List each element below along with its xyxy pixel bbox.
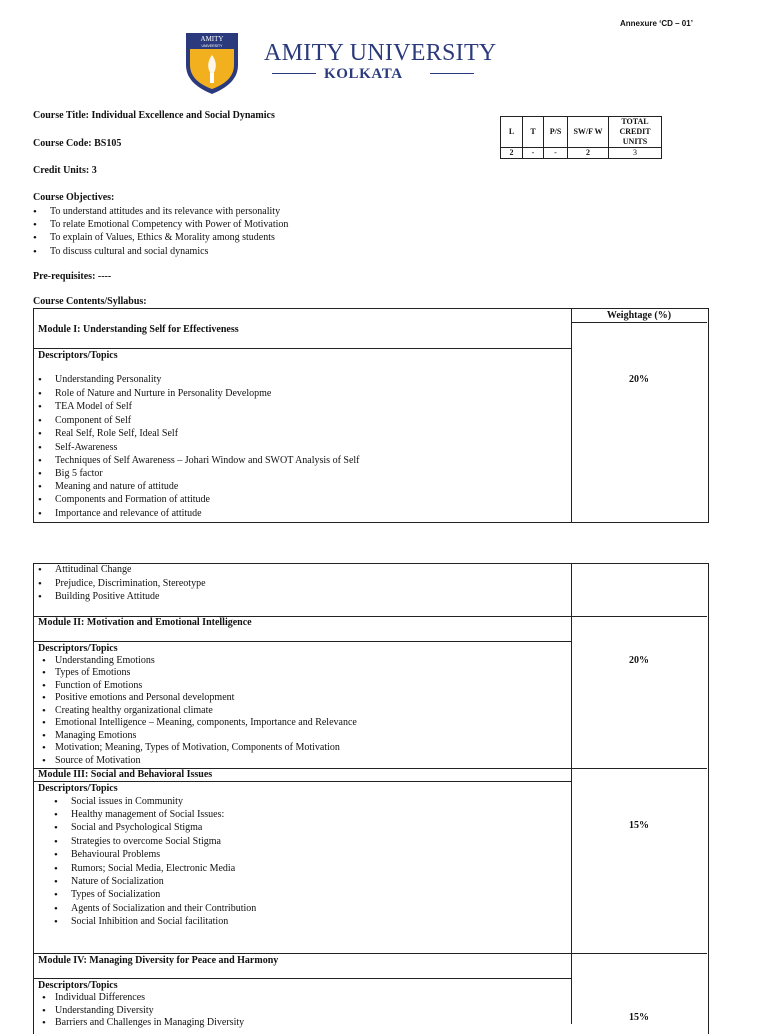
credit-header-ps: P/S: [544, 117, 568, 148]
module3-topic: • Strategies to overcome Social Stigma: [71, 836, 221, 847]
credit-header-t: T: [523, 117, 544, 148]
credit-table: [500, 116, 662, 159]
course-code: Course Code: BS105: [33, 138, 122, 149]
objective-item: • To understand attitudes and its relevance with personality: [50, 206, 280, 217]
table-divider: [33, 953, 707, 954]
campus-banner: [270, 66, 478, 82]
objective-item: • To discuss cultural and social dynamics: [50, 246, 208, 257]
credit-table-header-row: [501, 117, 662, 148]
module1-topic: • Meaning and nature of attitude: [55, 481, 178, 492]
credit-units: Credit Units: 3: [33, 165, 97, 176]
module2-topic: • Source of Motivation: [55, 755, 141, 766]
module4-title: Module IV: Managing Diversity for Peace and Harmony: [38, 955, 279, 966]
module2-descriptors-label: Descriptors/Topics: [38, 643, 118, 654]
credit-header-l: L: [501, 117, 523, 148]
module2-topic: • Function of Emotions: [55, 680, 142, 691]
module3-topic: • Agents of Socialization and their Contribution: [71, 903, 256, 914]
table-divider: [571, 563, 572, 1024]
module3-topic: • Rumors; Social Media, Electronic Media: [71, 863, 235, 874]
module1-topic: • Components and Formation of attitude: [55, 494, 210, 505]
table-divider: [33, 781, 571, 782]
module1-topic-cont: • Prejudice, Discrimination, Stereotype: [55, 578, 206, 589]
university-name: AMITY UNIVERSITY: [264, 40, 497, 66]
module2-topic: • Emotional Intelligence – Meaning, components, Importance and Relevance: [55, 717, 357, 728]
module1-topic: • Role of Nature and Nurture in Personality Developme: [55, 388, 271, 399]
table-divider: [571, 322, 707, 323]
credit-value-ps: -: [544, 148, 568, 159]
module2-topic: • Managing Emotions: [55, 730, 136, 741]
module1-weight: 20%: [629, 374, 649, 385]
module1-topic-cont: • Attitudinal Change: [55, 564, 131, 575]
module3-topic: • Types of Socialization: [71, 889, 160, 900]
module3-descriptors-label: Descriptors/Topics: [38, 783, 118, 794]
module2-topic: • Types of Emotions: [55, 667, 130, 678]
logo-text-university: UNIVERSITY: [201, 44, 223, 48]
module3-topic: • Social and Psychological Stigma: [71, 822, 202, 833]
module1-topic: • Component of Self: [55, 415, 131, 426]
module1-descriptors-label: Descriptors/Topics: [38, 350, 118, 361]
module3-weight: 15%: [629, 820, 649, 831]
module1-topic: • Big 5 factor: [55, 468, 103, 479]
amity-logo-icon: [184, 31, 240, 95]
campus-rule-right: [430, 73, 474, 74]
campus-rule-left: [272, 73, 316, 74]
credit-value-l: 2: [501, 148, 523, 159]
objective-item: • To explain of Values, Ethics & Morality among students: [50, 232, 275, 243]
module1-topic: • Real Self, Role Self, Ideal Self: [55, 428, 178, 439]
course-title: Course Title: Individual Excellence and Social Dynamics: [33, 110, 275, 121]
module2-topic: • Creating healthy organizational climate: [55, 705, 213, 716]
credit-header-total: TOTAL CREDIT UNITS: [609, 117, 662, 148]
credit-header-swfw: SW/F W: [568, 117, 609, 148]
module2-topic: • Understanding Emotions: [55, 655, 155, 666]
contents-label: Course Contents/Syllabus:: [33, 296, 147, 307]
annexure-label: Annexure ‘CD – 01’: [620, 19, 693, 28]
module2-topic: • Motivation; Meaning, Types of Motivation, Components of Motivation: [55, 742, 340, 753]
table-divider: [571, 308, 572, 522]
module3-topic: • Social issues in Community: [71, 796, 183, 807]
table-divider: [33, 641, 571, 642]
logo-text-amity: AMITY: [200, 35, 224, 43]
credit-value-swfw: 2: [568, 148, 609, 159]
module2-weight: 20%: [629, 655, 649, 666]
objectives-label: Course Objectives:: [33, 192, 115, 203]
table-divider: [33, 978, 571, 979]
module3-topic: • Healthy management of Social Issues:: [71, 809, 224, 820]
module1-topic: • TEA Model of Self: [55, 401, 132, 412]
module4-topic: • Understanding Diversity: [55, 1005, 154, 1016]
credit-value-total: 3: [609, 148, 662, 159]
module3-topic: • Behavioural Problems: [71, 849, 160, 860]
module1-topic: • Techniques of Self Awareness – Johari Window and SWOT Analysis of Self: [55, 455, 360, 466]
module1-title: Module I: Understanding Self for Effectiveness: [38, 324, 239, 335]
module2-title: Module II: Motivation and Emotional Intelligence: [38, 617, 252, 628]
campus-name: KOLKATA: [324, 66, 403, 82]
module3-topic: • Nature of Socialization: [71, 876, 164, 887]
credit-value-t: -: [523, 148, 544, 159]
table-divider: [33, 348, 571, 349]
module1-topic: • Importance and relevance of attitude: [55, 508, 202, 519]
credit-table-value-row: [501, 148, 662, 159]
module3-title: Module III: Social and Behavioral Issues: [38, 769, 213, 780]
module4-descriptors-label: Descriptors/Topics: [38, 980, 118, 991]
module1-topic-cont: • Building Positive Attitude: [55, 591, 159, 602]
prerequisites: Pre-requisites: ----: [33, 271, 112, 282]
weightage-header: Weightage (%): [606, 310, 672, 321]
module4-topic: • Individual Differences: [55, 992, 145, 1003]
module1-topic: • Self-Awareness: [55, 442, 117, 453]
objective-item: • To relate Emotional Competency with Power of Motivation: [50, 219, 288, 230]
module4-topic: • Barriers and Challenges in Managing Diversity: [55, 1017, 244, 1028]
module4-weight: 15%: [629, 1012, 649, 1023]
module2-topic: • Positive emotions and Personal development: [55, 692, 234, 703]
module3-topic: • Social Inhibition and Social facilitation: [71, 916, 228, 927]
module1-topic: • Understanding Personality: [55, 374, 161, 385]
